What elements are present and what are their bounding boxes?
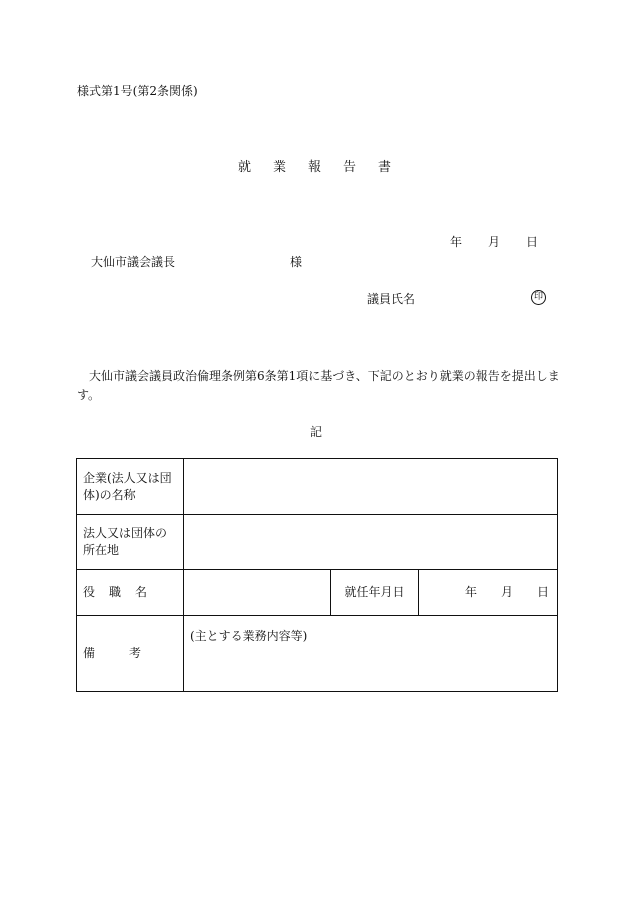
- date-month-label: 月: [488, 235, 501, 249]
- body-text: 大仙市議会議員政治倫理条例第6条第1項に基づき、下記のとおり就業の報告を提出します。: [77, 369, 560, 402]
- document-title: 就業報告書: [238, 160, 414, 175]
- addressee-name: 大仙市議会議長: [91, 255, 176, 269]
- address-field[interactable]: [184, 515, 558, 570]
- addressee-honorific: 様: [290, 255, 303, 269]
- date-day-label: 日: [526, 235, 539, 249]
- date-year-label: 年: [450, 235, 463, 249]
- table-row-company: [77, 459, 558, 515]
- appointment-month-label: 月: [500, 585, 513, 599]
- position-label: 役職名: [77, 570, 184, 616]
- table-row-remarks: [77, 616, 558, 692]
- address-label: 法人又は団体の所在地: [77, 515, 184, 570]
- table-row-position: [77, 570, 558, 616]
- company-name-field[interactable]: [184, 459, 558, 515]
- seal-mark: 印: [531, 290, 546, 305]
- remarks-label: 備考: [77, 616, 184, 692]
- appointment-date-label: 就任年月日: [331, 570, 419, 616]
- company-name-label: 企業(法人又は団体)の名称: [77, 459, 184, 515]
- position-field[interactable]: [184, 570, 331, 616]
- remarks-note: (主とする業務内容等): [190, 629, 308, 643]
- ki-heading: 記: [310, 425, 323, 439]
- appointment-day-label: 日: [537, 585, 550, 599]
- date-line: [450, 236, 538, 248]
- table-row-address: [77, 515, 558, 570]
- form-number: 様式第1号(第2条関係): [77, 84, 198, 98]
- remarks-field[interactable]: [184, 616, 558, 692]
- member-name-label: 議員氏名: [367, 292, 416, 306]
- appointment-date-field[interactable]: [419, 570, 558, 616]
- appointment-year-label: 年: [464, 585, 477, 599]
- report-table: [76, 458, 558, 692]
